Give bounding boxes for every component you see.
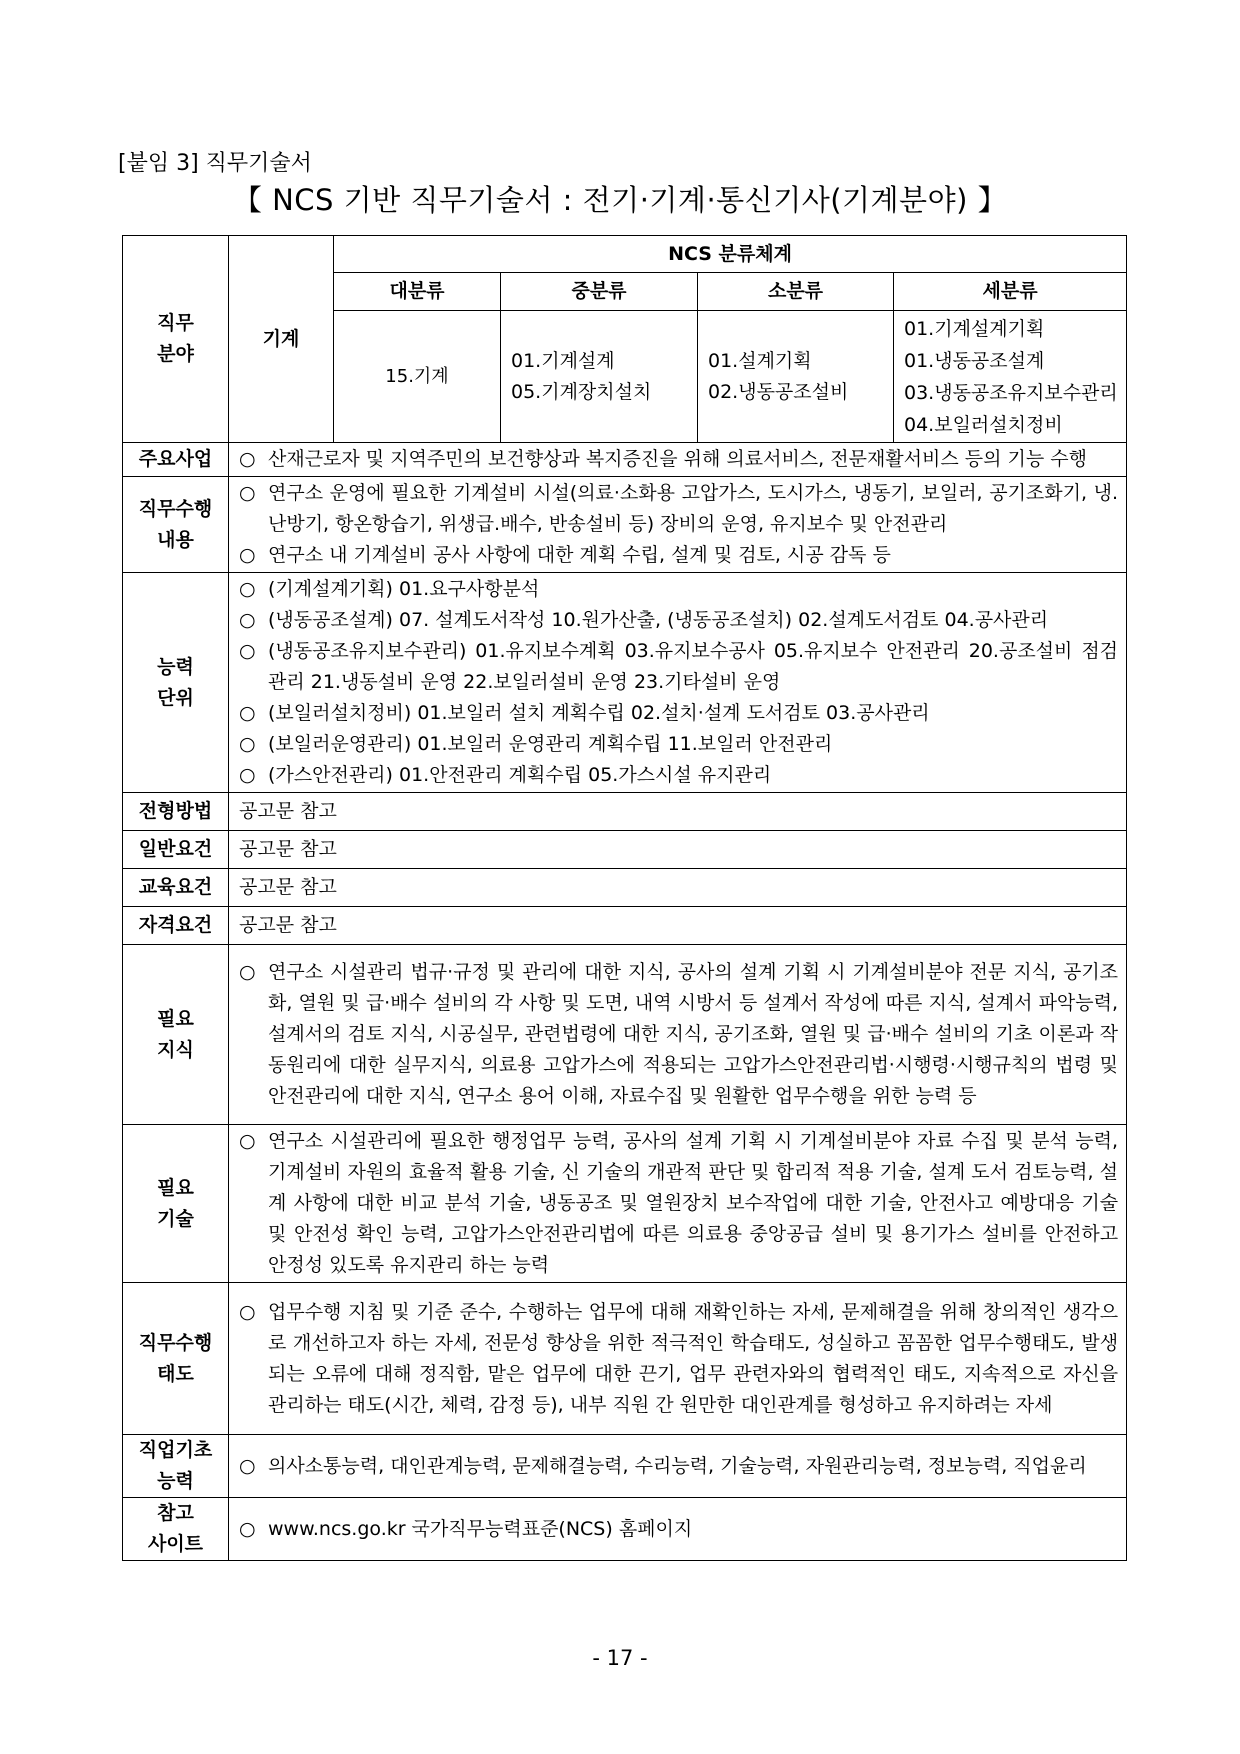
ncs-mid-values — [501, 311, 698, 443]
bullet-icon: ○ — [239, 1130, 256, 1152]
item-text: 연구소 시설관리에 필요한 행정업무 능력, 공사의 설계 기획 시 기계설비분야 자료 수집 및 분석 능력, 기계설비 자원의 효율적 활용 기술, 신 기술의 개관적 판단 및 합리적 적용 기술, 설계 도서 검토능력, 설계 사항에 대한 비교 분석 기술, 냉동공조 및 열원장치 보수작업에 대한 기술, 안전사고 예방대응 기술 및 안전성 확인 능력, 고압가스안전관리법에 따른 의료용 중앙공급 설비 및 용기가스 설비를 안전하고 안정성 있도록 유지관리 하는 능력 — [268, 1130, 1119, 1276]
ncs-detail-item: 01.기계설계기획 — [904, 317, 1045, 340]
selection-value: 공고문 참고 — [229, 793, 1127, 831]
bullet-icon: ○ — [239, 544, 256, 566]
units-label: 능력 단위 — [157, 655, 194, 709]
item-text: (기계설계기획) 01.요구사항분석 — [268, 578, 540, 600]
item-text: (냉동공조유지보수관리) 01.유지보수계획 03.유지보수공사 05.유지보수 안전관리 20.공조설비 점검관리 21.냉동설비 운영 22.보일러설비 운영 23.기타설비 운영 — [268, 640, 1119, 693]
bullet-item — [239, 605, 1118, 636]
item-text: 산재근로자 및 지역주민의 보건향상과 복지증진을 위해 의료서비스, 전문재활서비스 등의 기능 수행 — [268, 448, 1087, 470]
bullet-item — [239, 1452, 1118, 1480]
bullet-item — [239, 1126, 1118, 1281]
bullet-icon: ○ — [239, 764, 256, 786]
duties-label: 직무수행 내용 — [138, 497, 213, 551]
item-text: 업무수행 지침 및 기준 준수, 수행하는 업무에 대해 재확인하는 자세, 문제해결을 위해 창의적인 생각으로 개선하고자 하는 자세, 전문성 향상을 위한 적극적인 학습태도, 성실하고 꼼꼼한 업무수행태도, 발생되는 오류에 대해 정직함, 맡은 업무에 대한 끈기, 업무 관련자와의 협력적인 태도, 지속적으로 자신을 관리하는 태도(시간, 체력, 감정 등), 내부 직원 간 원만한 대인관계를 형성하고 유지하려는 자세 — [268, 1300, 1119, 1416]
attitude-label: 직무수행 태도 — [138, 1331, 213, 1385]
bullet-icon: ○ — [239, 609, 256, 631]
bullet-icon: ○ — [239, 578, 256, 600]
col-detail: 세분류 — [894, 273, 1127, 311]
ncs-mid-item: 01.기계설계 — [511, 349, 615, 372]
bullet-item — [239, 760, 1118, 791]
reference-link[interactable]: www.ncs.go.kr 국가직무능력표준(NCS) 홈페이지 — [268, 1517, 693, 1540]
bullet-icon: ○ — [239, 448, 256, 470]
duties-content — [229, 477, 1127, 573]
item-text: (가스안전관리) 01.안전관리 계획수립 05.가스시설 유지관리 — [268, 764, 772, 786]
row-label-selection: 전형방법 — [123, 793, 229, 831]
bullet-icon: ○ — [239, 1300, 256, 1323]
attachment-label: [붙임 3] 직무기술서 — [118, 151, 312, 176]
row-label-attitude — [123, 1283, 229, 1435]
knowledge-label: 필요 지식 — [157, 1007, 194, 1061]
bullet-item — [239, 444, 1118, 475]
knowledge-content — [229, 945, 1127, 1125]
skills-label: 필요 기술 — [157, 1176, 194, 1230]
ncs-minor-item: 02.냉동공조설비 — [708, 380, 849, 403]
item-text: 의사소통능력, 대인관계능력, 문제해결능력, 수리능력, 기술능력, 자원관리능력, 정보능력, 직업윤리 — [268, 1455, 1087, 1477]
bullet-icon: ○ — [239, 482, 256, 504]
row-label-duties — [123, 477, 229, 573]
bullet-icon: ○ — [239, 1455, 256, 1477]
item-text: (냉동공조설계) 07. 설계도서작성 10.원가산출, (냉동공조설치) 02.설계도서검토 04.공사관리 — [268, 609, 1049, 631]
item-text: 연구소 운영에 필요한 기계설비 시설(의료·소화용 고압가스, 도시가스, 냉동기, 보일러, 공기조화기, 냉.난방기, 항온항습기, 위생급.배수, 반송설비 등) 장비의 운영, 유지보수 및 안전관리 — [268, 482, 1119, 535]
reference-label: 참고 사이트 — [147, 1502, 204, 1555]
reference-content — [229, 1498, 1127, 1561]
item-text: 연구소 내 기계설비 공사 사항에 대한 계획 수립, 설계 및 검토, 시공 감독 등 — [268, 544, 891, 566]
bullet-item — [239, 957, 1118, 1112]
item-text: (보일러설치정비) 01.보일러 설치 계획수립 02.설치·설계 도서검토 03.공사관리 — [268, 702, 930, 724]
ncs-detail-item: 04.보일러설치정비 — [904, 413, 1063, 436]
bullet-icon: ○ — [239, 733, 256, 755]
basic-label: 직업기초 능력 — [138, 1439, 213, 1492]
item-text: 연구소 시설관리 법규·규정 및 관리에 대한 지식, 공사의 설계 기획 시 기계설비분야 전문 지식, 공기조화, 열원 및 급·배수 설비의 각 사항 및 도면, 내역 시방서 등 설계서 작성에 따른 지식, 설계서 파악능력, 설계서의 검토 지식, 시공실무, 관련법령에 대한 지식, 공기조화, 열원 및 급·배수 설비의 기초 이론과 작동원리에 대한 실무지식, 의료용 고압가스에 적용되는 고압가스안전관리법·시행령·시행규칙의 법령 및 안전관리에 대한 지식, 연구소 용어 이해, 자료수집 및 원활한 업무수행을 위한 능력 등 — [268, 961, 1119, 1107]
bullet-icon: ○ — [239, 1517, 256, 1540]
bullet-item — [239, 636, 1118, 698]
row-label-ncs — [123, 236, 229, 443]
bullet-icon: ○ — [239, 702, 256, 724]
ncs-mid-item: 05.기계장치설치 — [511, 380, 652, 403]
row-label-skills — [123, 1125, 229, 1283]
col-minor: 소분류 — [698, 273, 894, 311]
ncs-minor-item: 01.설계기획 — [708, 349, 812, 372]
bullet-icon: ○ — [239, 640, 256, 662]
general-value: 공고문 참고 — [229, 831, 1127, 869]
row-label-reference — [123, 1498, 229, 1561]
main-business-content — [229, 443, 1127, 477]
bullet-item — [239, 540, 1118, 571]
ncs-row-label: 직무 분야 — [157, 312, 194, 365]
item-text: (보일러운영관리) 01.보일러 운영관리 계획수립 11.보일러 안전관리 — [268, 733, 833, 755]
units-content — [229, 573, 1127, 793]
row-label-qualification: 자격요건 — [123, 907, 229, 945]
bullet-item — [239, 1514, 1118, 1545]
bullet-item — [239, 1297, 1118, 1421]
education-value: 공고문 참고 — [229, 869, 1127, 907]
ncs-detail-item: 01.냉동공조설계 — [904, 349, 1045, 372]
skills-content — [229, 1125, 1127, 1283]
bullet-icon: ○ — [239, 961, 256, 983]
ncs-major-value: 15.기계 — [334, 311, 501, 443]
row-label-basic — [123, 1435, 229, 1498]
basic-content — [229, 1435, 1127, 1498]
ncs-minor-values — [698, 311, 894, 443]
bullet-item — [239, 478, 1118, 540]
bullet-item — [239, 574, 1118, 605]
bullet-item — [239, 729, 1118, 760]
row-label-general: 일반요건 — [123, 831, 229, 869]
col-mid: 중분류 — [501, 273, 698, 311]
row-label-units — [123, 573, 229, 793]
ncs-field: 기계 — [229, 236, 334, 443]
page-number: - 17 - — [592, 1646, 648, 1670]
row-label-education: 교육요건 — [123, 869, 229, 907]
document-title: 【 NCS 기반 직무기술서 : 전기·기계·통신기사(기계분야) 】 — [232, 183, 1008, 217]
job-description-table — [122, 235, 1127, 1561]
col-major: 대분류 — [334, 273, 501, 311]
qualification-value: 공고문 참고 — [229, 907, 1127, 945]
ncs-detail-item: 03.냉동공조유지보수관리 — [904, 381, 1118, 404]
attitude-content — [229, 1283, 1127, 1435]
bullet-item — [239, 698, 1118, 729]
row-label-main-business: 주요사업 — [123, 443, 229, 477]
row-label-knowledge — [123, 945, 229, 1125]
ncs-header: NCS 분류체계 — [334, 236, 1127, 273]
ncs-detail-values — [894, 311, 1127, 443]
